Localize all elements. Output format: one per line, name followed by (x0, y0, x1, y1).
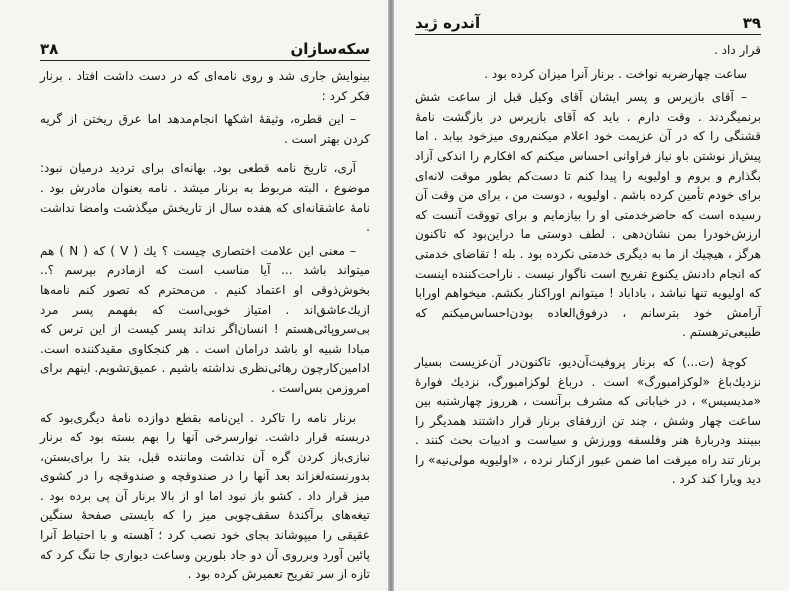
paragraph: برنار نامه را تاکرد . این‌نامه بقطع دوازده نامهٔ دیگری‌بود که دربسته قرار داشت. نوارسرخی آنها را بهم بسته بود که برنار نبازی‌باز کردن گره آن نداشت وماننده قبل، بند را برای‌بستن، بدورنسته‌لغزاند بعد آنها را در صندوقچه و صندوقچه را در کشوی میز قرار داد . کشو باز نبود اما او از بالا برنار آن پی برده بود . تیغه‌های برآکندهٔ سقف‌چوبی میز را که بایستی صفحهٔ سنگین عقیقی را میپوشاند بجای خود نصب کرد ؛ آهسته و با احتیاط آنرا پائین آورد وبرروی آن دو جاد بلورین وساعت دیواری جا تنگ کرد که تازه از سر تفریح تعمیرش کرده بود . (40, 410, 370, 582)
paragraph: – معنی این علامت اختصاری چیست ؟ یك ( V ) که ( N ) هم میتواند باشد ... آیا مناسب است که ازمادرم بپرسم ؟.. بخوش‌ذوقی او اعتماد کنیم . من‌محترم که تصور کنم نامه‌ها ازیك‌عاشق‌اند . امتیاز خوبی‌است که بفهمم پسر مرد بی‌سروپائی‌هستم ! انسان‌اگر نداند پسر کیست از این ترس که مبادا شبیه او باشد درامان است . هر کنجکاوی مقیدکننده است. ادامین‌کارچون رهائی‌نظری نداشته باشیم . عمیق‌تشویم. اینهم برای امروزمن بس‌است . (40, 243, 370, 395)
left-page (0, 0, 388, 591)
paragraph: ساعت چهارضربه نواخت . برنار آنرا میزان کرده بود . (484, 66, 747, 81)
left-page-header (40, 38, 370, 61)
left-page-text (40, 67, 370, 585)
paragraph: قرار داد . (714, 43, 761, 57)
paragraph: بینوایش جاری شد و روی نامه‌ای که در دست داشت افتاد . برنار فکر کرد : (40, 69, 370, 103)
right-running-head: آندره ژید (415, 14, 481, 32)
right-page-header (415, 12, 761, 35)
paragraph: آری، تاریخ نامه قطعی بود. بهانه‌ای برای تردید درمیان نبود: موضوع ، البته مربوط به برنار میشد . نامه بعنوان مادرش بود . نامهٔ عاشقانه‌ای که هفده سال از تاریخش میگذشت وامضا نداشت . (40, 161, 370, 235)
paragraph: کوچهٔ (ت...) که برنار پروفیت‌آن‌دیو، تاکنون‌در آن‌عزیست بسیار نزدیك‌باغ «لوکزامبورگ» است . درباغ لوکزامبورگ، نزدیك فوارهٔ «مدیسیس» ، در خیابانی که مشرف برآنست ، هرروز چهارشنبه بین ساعت چهار وشش ، چند تن ازرفقای برنار قرار داشتند همدیگر را ببینند ودربارهٔ هنر وفلسفه وورزش و سیاست و ادبیات بحث کنند . برنار تند راه میرفت اما ضمن عبور ازکنار نرده ، «اولیویه مولی‌نیه» را دید ویارا کند کرد . (415, 354, 761, 487)
paragraph: – این قطره، وثیقهٔ اشکها انجام‌مدهد اما عرق ریختن از گریه کردن بهتر است . (40, 112, 370, 146)
right-page-text (415, 41, 761, 490)
book-gutter (388, 0, 394, 591)
right-page (395, 0, 783, 591)
paragraph: – آقای بازپرس و پسر ایشان آقای وکیل قبل از ساعت شش برنمیگردند . وقت دارم . باید که آقای بازپرس در بازگشت نامهٔ قشنگی را که در آن عزیمت خود اعلام میکنم‌روی میزخود بیابد . اما پیش‌از نوشتن باو نیاز فراوانی احساس میکنم که افکارم را اندکی آزاد بگذارم و بروم و اولیویه را پیدا کنم تا دست‌کم بطور موقت لانه‌ای برای خودم تأمین کرده باشم . اولیویه ، دوست من ، برای من وقت آن رسیده است که حاضرخدمتی او را بیازمایم و برای تووقت آنست که ارزش‌خودرا بمن نشان‌دهی . لطف دوستی ما دراین‌بود که تاکنون هرگز ، هیچیك از ما به دیگری خدمتی نکرده بود . بله ! تقاضای خدمتی که انجام دادنش یکنوع تفریح است ناگوار نیست . ناراحت‌کننده اینست که اولیویه تنها نباشد ، باداباد ! میتوانم اوراکنار بکشم. میخواهم اورابا آرامش خود بترسانم ، درفوق‌العاده بودن‌احساس‌میکنم که طبیعی‌ترهستم . (415, 90, 761, 340)
left-running-head: سکه‌سازان (290, 40, 370, 58)
left-page-number: ۳۸ (40, 40, 59, 58)
right-page-number: ۳۹ (742, 14, 761, 32)
